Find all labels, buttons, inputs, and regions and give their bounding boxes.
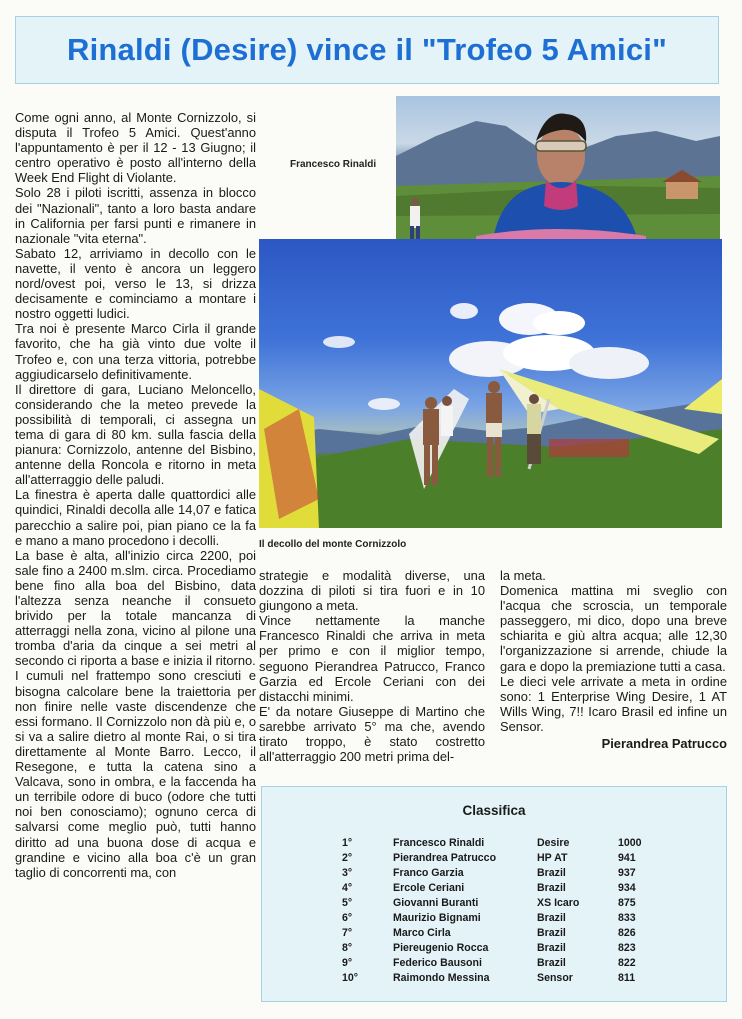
classifica-box [261,786,727,1002]
text-column-2 [259,568,485,764]
rank-position: 2° [342,852,353,864]
photo-caption-top: Francesco Rinaldi [290,159,377,170]
title-banner [15,16,719,84]
pilot-name: Piereugenio Rocca [393,942,489,954]
paragraph: E' da notare Giuseppe di Martino che sarebbe arrivato 5° ma che, avendo tirato troppo, è stato costretto all'atterraggio 200 metri prima del- [259,703,485,765]
portrait-illustration [396,96,720,254]
pilot-name: Francesco Rinaldi [393,837,485,849]
table-row [262,972,726,987]
glider-model: HP AT [537,852,568,864]
glider-model: Brazil [537,927,566,939]
paragraph: Domenica mattina mi sveglio con l'acqua che scroscia, un temporale passeggero, mi dico, dopo una breve schiarita e giù altra acqua; alle 12,30 l'organizzazione si arrende, chiude la gara e dopo la premiazione tutti a casa. [500,583,727,674]
classifica-title: Classifica [462,803,526,818]
pilot-name: Maurizio Bignami [393,912,481,924]
text-column-3 [500,568,727,751]
rank-position: 1° [342,837,353,849]
table-row [262,942,726,957]
glider-model: Brazil [537,867,566,879]
score: 823 [618,942,636,954]
pilot-name: Franco Garzia [393,867,464,879]
paragraph: I cumuli nel frattempo sono cresciuti e bisogna calcolare bene la traiettoria per non finire nelle vaste discendenze che essi formano. Il Cornizzolo non dà più e, o si va a salire dietro al monte Rai, o si tira direttamente al Monte Barro. Lecco, il Resegone, e tutta la catena sino a Valcava, sono in ombra, e la faccenda ha un terribile odore di buco (odore che tutti noi ben conosciamo); ognuno cerca di salvarsi come meglio può, tutti hanno diritto ad una buona dose di acqua e grandine e vicino alla boa c'è un gran taglio di concorrenti ma, con [15,668,256,880]
score: 822 [618,957,636,969]
paragraph: Sabato 12, arriviamo in decollo con le navette, il vento è ancora un leggero nord/ovest poi, verso le 13, si drizza decisamente e cominciamo a montare i nostro oggetti ludici. [15,245,256,322]
score: 833 [618,912,636,924]
photo-francesco-rinaldi [396,96,720,254]
takeoff-illustration [259,239,722,528]
paragraph: Le dieci vele arrivate a meta in ordine sono: 1 Enterprise Wing Desire, 1 AT Wills Wing, 7!! Icaro Brasil ed infine un Sensor. [500,673,727,734]
paragraph: La finestra è aperta dalle quattordici alle quindici, Rinaldi decolla alle 14,07 e fatica parecchio a salire poi, pian piano ce la fa e mano a mano procedono i decolli. [15,487,256,548]
table-row [262,867,726,882]
glider-model: Brazil [537,942,566,954]
glider-model: Brazil [537,957,566,969]
author-signature: Pierandrea Patrucco [601,736,727,752]
table-row [262,927,726,942]
rank-position: 10° [342,972,359,984]
glider-model: XS Icaro [537,897,580,909]
paragraph: Come ogni anno, al Monte Cornizzolo, si disputa il Trofeo 5 Amici. Quest'anno l'appuntamento è per il 12 - 13 Giugno; il centro operativo è posto all'interno della Week End Flight di Violante. [15,110,256,186]
pilot-name: Federico Bausoni [393,957,482,969]
paragraph: Solo 28 i piloti iscritti, assenza in blocco dei "Nazionali", tanto a loro basta andare in California per farsi punti e rimanere in nazionale "vita eterna". [15,185,256,246]
glider-model: Brazil [537,912,566,924]
photo-monte-cornizzolo-takeoff [259,239,722,528]
table-row [262,957,726,972]
score: 811 [618,972,636,984]
score: 826 [618,927,636,939]
score: 875 [618,897,636,909]
paragraph: La base è alta, all'inizio circa 2200, poi sale fino a 2400 m.slm. circa. Procediamo bene fino alla boa del Bisbino, data l'altezza senza neanche il consueto brivido per la totale mancanza di atterraggi nella zona, vicino al pilone una tromba d'aria da cinque a sei metri al secondo ci riporta a base e inizia il ritorno. [15,547,256,669]
rank-position: 4° [342,882,353,894]
table-row [262,852,726,867]
table-row [262,912,726,927]
text-column-1 [15,110,256,1002]
article-title: Rinaldi (Desire) vince il "Trofeo 5 Amici" [67,32,667,67]
photo-caption-main: Il decollo del monte Cornizzolo [259,539,407,550]
pilot-name: Raimondo Messina [393,972,490,984]
glider-model: Desire [537,837,570,849]
table-row [262,897,726,912]
pilot-name: Marco Cirla [393,927,451,939]
rank-position: 3° [342,867,353,879]
paragraph: strategie e modalità diverse, una dozzina di piloti si tira fuori e in 10 giungono a meta. [259,568,485,614]
score: 941 [618,852,636,864]
pilot-name: Giovanni Buranti [393,897,479,909]
score: 937 [618,867,636,879]
rank-position: 7° [342,927,353,939]
rank-position: 9° [342,957,353,969]
rank-position: 5° [342,897,353,909]
paragraph: la meta. [500,568,546,583]
paragraph: Tra noi è presente Marco Cirla il grande favorito, che ha già vinto due volte il Trofeo e, con una terza vittoria, potrebbe aggiudicarselo definitivamente. [15,321,256,382]
rank-position: 6° [342,912,353,924]
table-row [262,837,726,852]
pilot-name: Pierandrea Patrucco [393,852,497,864]
score: 934 [618,882,636,894]
paragraph: Il direttore di gara, Luciano Meloncello, considerando che la meteo prevede la possibilità di temporali, ci assegna un tema di gara di 80 km. sulla fascia della pianura: Cornizzolo, antenne del Bisbino, antenne della Roncola e ritorno in meta all'atterraggio delle paludi. [15,381,256,488]
glider-model: Brazil [537,882,566,894]
glider-model: Sensor [537,972,573,984]
pilot-name: Ercole Ceriani [393,882,465,894]
rank-position: 8° [342,942,353,954]
score: 1000 [618,837,642,849]
table-row [262,882,726,897]
paragraph: Vince nettamente la manche Francesco Rinaldi che arriva in meta per primo e con il miglior tempo, seguono Pierandrea Patrucco, Franco Garzia ed Ercole Ceriani con dei distacchi minimi. [259,613,485,704]
